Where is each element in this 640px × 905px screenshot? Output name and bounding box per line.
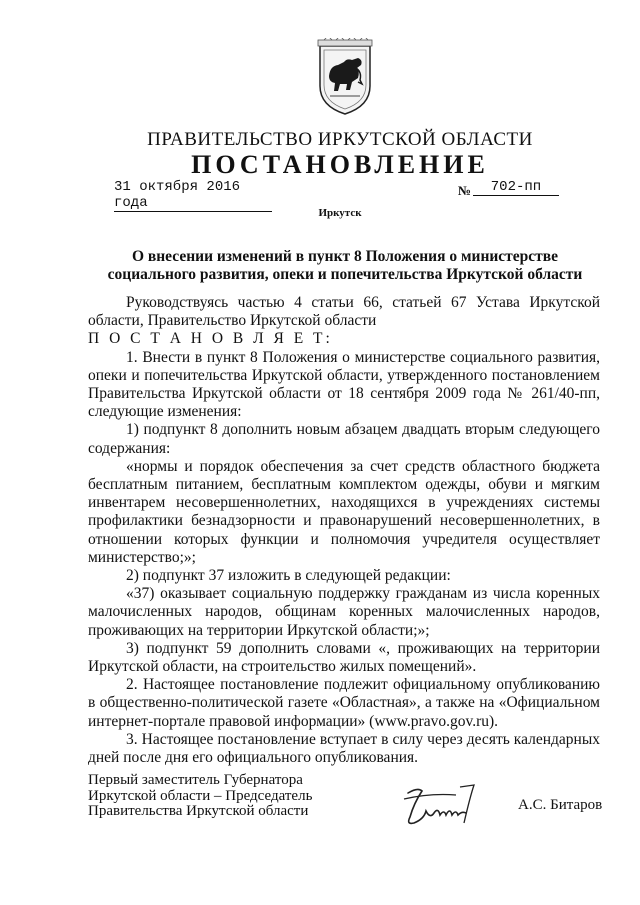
handwritten-signature xyxy=(400,783,488,829)
document-type: ПОСТАНОВЛЕНИЕ xyxy=(191,150,489,179)
subclause-3: 3) подпункт 59 дополнить словами «, проживающих на территории Иркутской области, на строительство жилых помещений». xyxy=(88,639,600,676)
document-date: 31 октября 2016 года xyxy=(114,179,272,212)
document-number: 702-пп xyxy=(473,179,559,196)
clause-3: 3. Настоящее постановление вступает в силу через десять календарных дней после дня его официального опубликования. xyxy=(88,730,600,767)
document-body xyxy=(88,294,600,767)
signatory-title xyxy=(88,773,312,820)
signatory-line-2: Иркутской области – Председатель xyxy=(88,787,313,804)
subclause-1: 1) подпункт 8 дополнить новым абзацем двадцать вторым следующего содержания: xyxy=(88,421,600,457)
city: Иркутск xyxy=(318,207,362,219)
signatory-name: А.С. Битаров xyxy=(518,797,603,813)
subclause-1-text: «нормы и порядок обеспечения за счет средств областного бюджета бесплатным питанием, бесплатным комплектом одежды, обуви и мягким инвентарем несовершеннолетних, находящихся в учреждениях системы профилактики безнадзорности и правонарушений несовершеннолетних, в отношении которых функции и полномочия учредителя осуществляет министерство;»; xyxy=(88,457,600,566)
signatory-line-3: Правительства Иркутской области xyxy=(88,803,309,819)
number-sign: № xyxy=(458,183,472,198)
subclause-2-text: «37) оказывает социальную поддержку гражданам из числа коренных малочисленных народов, общинам коренных малочисленных народов, проживающих на территории Иркутской области;»; xyxy=(88,585,600,639)
subclause-2: 2) подпункт 37 изложить в следующей редакции: xyxy=(126,567,451,585)
organization-name: ПРАВИТЕЛЬСТВО ИРКУТСКОЙ ОБЛАСТИ xyxy=(147,129,533,150)
clause-1: 1. Внести в пункт 8 Положения о министерстве социального развития, опеки и попечительства Иркутской области, утвержденного постановлением Правительства Иркутской области от 18 сентября 2009 года № 261/40-пп, следующие изменения: xyxy=(88,348,600,421)
signatory-line-1: Первый заместитель Губернатора xyxy=(88,772,303,788)
coat-of-arms-icon xyxy=(316,38,374,116)
document-subject: О внесении изменений в пункт 8 Положения о министерстве социального развития, опеки и попечительства Иркутской области xyxy=(107,248,583,283)
resolves-heading: П О С Т А Н О В Л Я Е Т: xyxy=(88,330,333,348)
preamble: Руководствуясь частью 4 статьи 66, статьей 67 Устава Иркутской области, Правительство Иркутской области xyxy=(88,294,600,330)
clause-2: 2. Настоящее постановление подлежит официальному опубликованию в общественно-политической газете «Областная», а также на «Официальном интернет-портале правовой информации» (www.pravo.gov.ru). xyxy=(88,676,600,730)
